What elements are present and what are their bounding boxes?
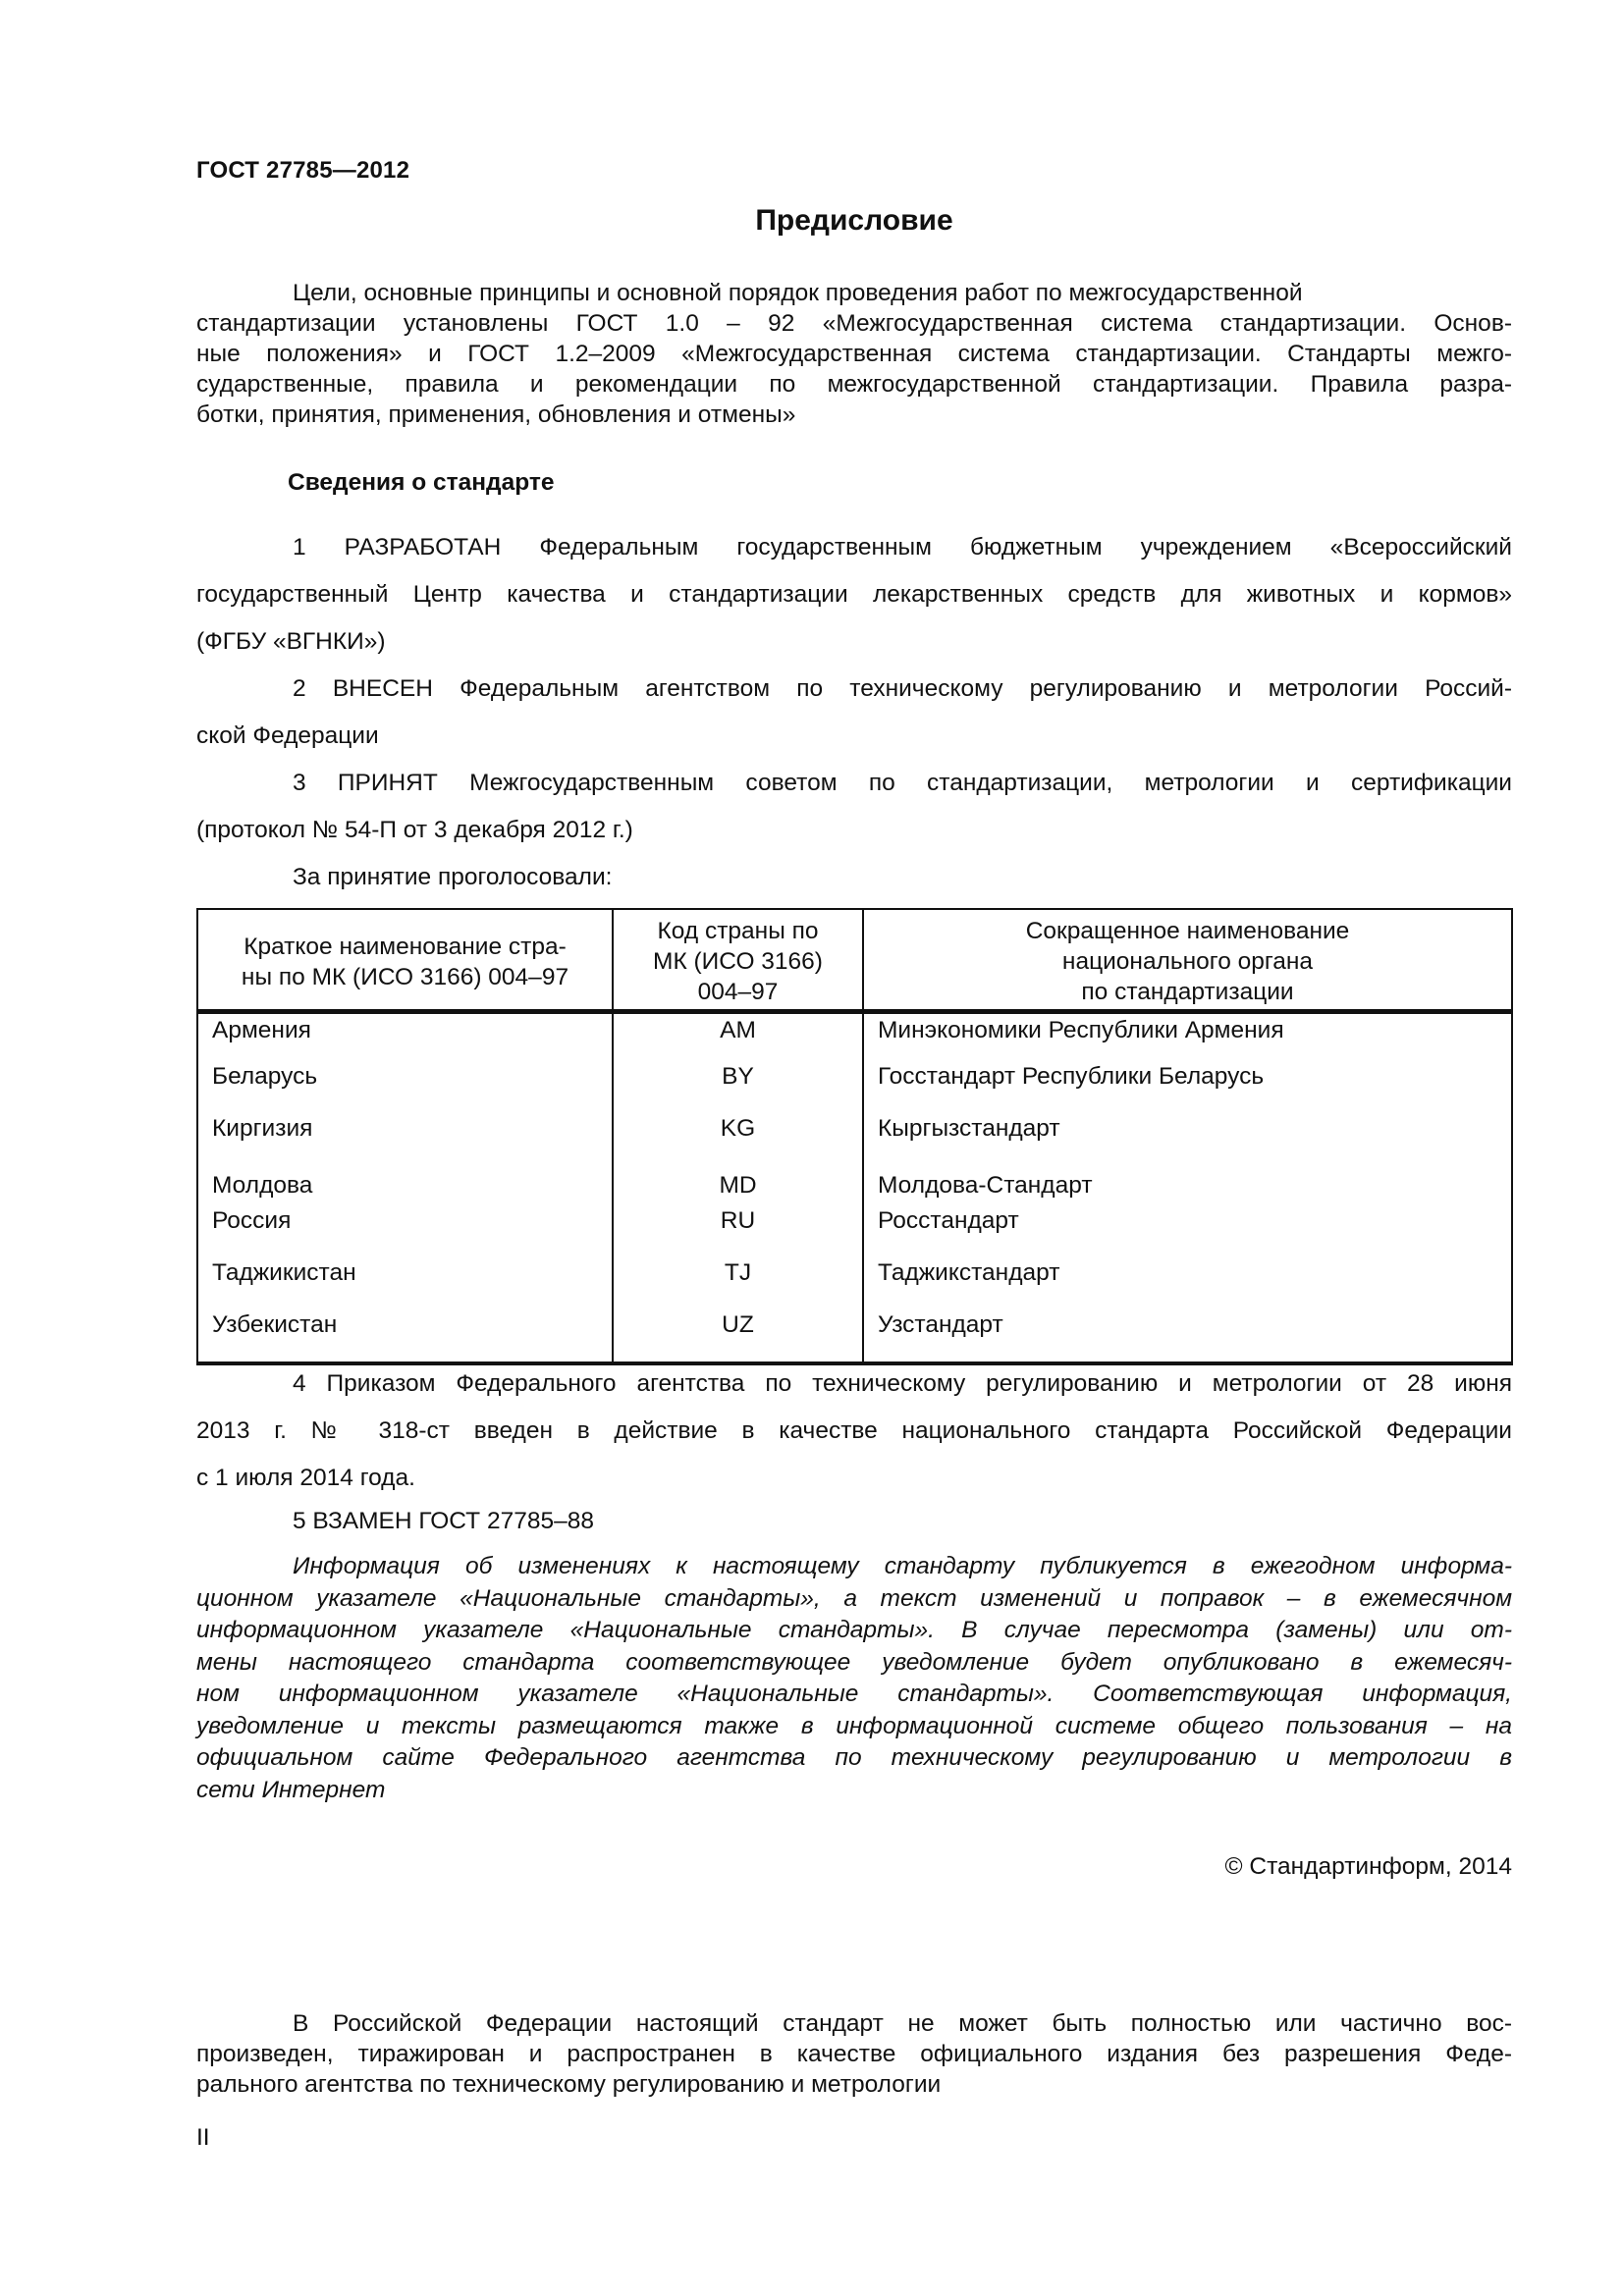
table-row bbox=[197, 1115, 1512, 1172]
item-4-enactment bbox=[196, 1361, 1512, 1502]
body-cell: Госстандарт Республики Беларусь bbox=[863, 1063, 1512, 1115]
voting-countries-table bbox=[196, 908, 1513, 1365]
header-line: ны по МК (ИСО 3166) 004–97 bbox=[241, 963, 569, 990]
voted-label: За принятие проголосовали: bbox=[293, 864, 613, 890]
country-cell: Россия bbox=[197, 1207, 613, 1259]
changes-notice bbox=[196, 1551, 1512, 1806]
header-line: МК (ИСО 3166) bbox=[653, 948, 823, 975]
intro-line: ботки, принятия, применения, обновления и отмены» bbox=[196, 401, 796, 428]
item-5-replaces: 5 ВЗАМЕН ГОСТ 27785–88 bbox=[293, 1508, 594, 1534]
code-cell: BY bbox=[613, 1063, 863, 1115]
item-line: (ФГБУ «ВГНКИ») bbox=[196, 628, 386, 655]
item-3-adopted bbox=[196, 760, 1512, 854]
item-1-developed bbox=[196, 524, 1512, 666]
code-cell: RU bbox=[613, 1207, 863, 1259]
item-line: 2013 г. № 318-ст введен в действие в качестве национального стандарта Российской Федерации bbox=[196, 1417, 1512, 1444]
page-number: II bbox=[196, 2124, 210, 2151]
item-line: ской Федерации bbox=[196, 722, 379, 749]
item-line: 1 РАЗРАБОТАН Федеральным государственным бюджетным учреждением «Всероссийский bbox=[293, 534, 1512, 561]
notice-line: ном информационном указателе «Национальные стандарты». Соответствующая информация, bbox=[196, 1681, 1512, 1707]
notice-line: произведен, тиражирован и распространен в качестве официального издания без разрешения Феде- bbox=[196, 2041, 1512, 2067]
intro-paragraph bbox=[196, 278, 1512, 430]
country-cell: Таджикистан bbox=[197, 1259, 613, 1311]
header-line: национального органа bbox=[1061, 948, 1314, 975]
page-title: Предисловие bbox=[755, 204, 953, 237]
item-2-introduced bbox=[196, 666, 1512, 760]
reproduction-notice bbox=[196, 2008, 1512, 2100]
country-cell: Молдова bbox=[197, 1172, 613, 1207]
table-row bbox=[197, 1063, 1512, 1115]
header-line: 004–97 bbox=[697, 979, 779, 1005]
code-cell: KG bbox=[613, 1115, 863, 1172]
body-cell: Минэкономики Республики Армения bbox=[863, 1012, 1512, 1063]
notice-line: Информация об изменениях к настоящему стандарту публикуется в ежегодном информа- bbox=[293, 1553, 1512, 1579]
item-line: 4 Приказом Федерального агентства по техническому регулированию и метрологии от 28 июня bbox=[293, 1370, 1512, 1397]
country-cell: Армения bbox=[197, 1012, 613, 1063]
code-cell: UZ bbox=[613, 1311, 863, 1363]
header-line: по стандартизации bbox=[1081, 979, 1294, 1005]
notice-line: мены настоящего стандарта соответствующее уведомление будет опубликовано в ежемесяч- bbox=[196, 1648, 1512, 1676]
notice-line: ционном указателе «Национальные стандарты», а текст изменений и поправок – в ежемесячном bbox=[196, 1584, 1512, 1612]
notice-line: официальном сайте Федерального агентства по техническому регулированию и метрологии в bbox=[196, 1744, 1512, 1771]
header-line: Сокращенное наименование bbox=[1025, 918, 1350, 944]
table-header-row bbox=[197, 909, 1512, 1012]
country-cell: Киргизия bbox=[197, 1115, 613, 1172]
notice-line: В Российской Федерации настоящий стандарт не может быть полностью или частично вос- bbox=[293, 2010, 1512, 2037]
header-line: Код страны по bbox=[657, 918, 819, 944]
intro-line: сударственные, правила и рекомендации по межгосударственной стандартизации. Правила разра- bbox=[196, 371, 1512, 398]
country-cell: Узбекистан bbox=[197, 1311, 613, 1363]
body-cell: Молдова-Стандарт bbox=[863, 1172, 1512, 1207]
code-cell: AM bbox=[613, 1012, 863, 1063]
copyright-notice: © Стандартинформ, 2014 bbox=[1224, 1853, 1512, 1880]
notice-line: уведомление и тексты размещаются также в информационной системе общего пользования – на bbox=[196, 1712, 1512, 1739]
code-cell: TJ bbox=[613, 1259, 863, 1311]
country-cell: Беларусь bbox=[197, 1063, 613, 1115]
intro-line: стандартизации установлены ГОСТ 1.0 – 92 «Межгосударственная система стандартизации. Основ- bbox=[196, 310, 1512, 337]
code-cell: MD bbox=[613, 1172, 863, 1207]
item-line: с 1 июля 2014 года. bbox=[196, 1465, 415, 1491]
notice-line: сети Интернет bbox=[196, 1776, 386, 1803]
header-country-name bbox=[197, 909, 613, 1012]
document-code: ГОСТ 27785—2012 bbox=[196, 157, 410, 184]
item-line: государственный Центр качества и стандартизации лекарственных средств для животных и кормов» bbox=[196, 581, 1512, 608]
header-standards-body bbox=[863, 909, 1512, 1012]
notice-line: информационном указателе «Национальные стандарты». В случае пересмотра (замены) или от- bbox=[196, 1617, 1512, 1643]
body-cell: Узстандарт bbox=[863, 1311, 1512, 1363]
body-cell: Кыргызстандарт bbox=[863, 1115, 1512, 1172]
body-cell: Росстандарт bbox=[863, 1207, 1512, 1259]
table-row bbox=[197, 1259, 1512, 1311]
body-cell: Таджикстандарт bbox=[863, 1259, 1512, 1311]
intro-line: ные положения» и ГОСТ 1.2–2009 «Межгосударственная система стандартизации. Стандарты межго- bbox=[196, 341, 1512, 367]
notice-line: рального агентства по техническому регулированию и метрологии bbox=[196, 2071, 942, 2098]
table-row bbox=[197, 1207, 1512, 1259]
table-row bbox=[197, 1012, 1512, 1063]
item-line: (протокол № 54-П от 3 декабря 2012 г.) bbox=[196, 817, 633, 843]
header-country-code bbox=[613, 909, 863, 1012]
table-row bbox=[197, 1311, 1512, 1363]
section-heading: Сведения о стандарте bbox=[288, 469, 555, 496]
intro-line: Цели, основные принципы и основной порядок проведения работ по межгосударственной bbox=[293, 280, 1303, 306]
table-row bbox=[197, 1172, 1512, 1207]
item-line: 3 ПРИНЯТ Межгосударственным советом по стандартизации, метрологии и сертификации bbox=[293, 770, 1512, 796]
item-line: 2 ВНЕСЕН Федеральным агентством по техническому регулированию и метрологии Россий- bbox=[293, 675, 1512, 702]
header-line: Краткое наименование стра- bbox=[243, 933, 567, 960]
